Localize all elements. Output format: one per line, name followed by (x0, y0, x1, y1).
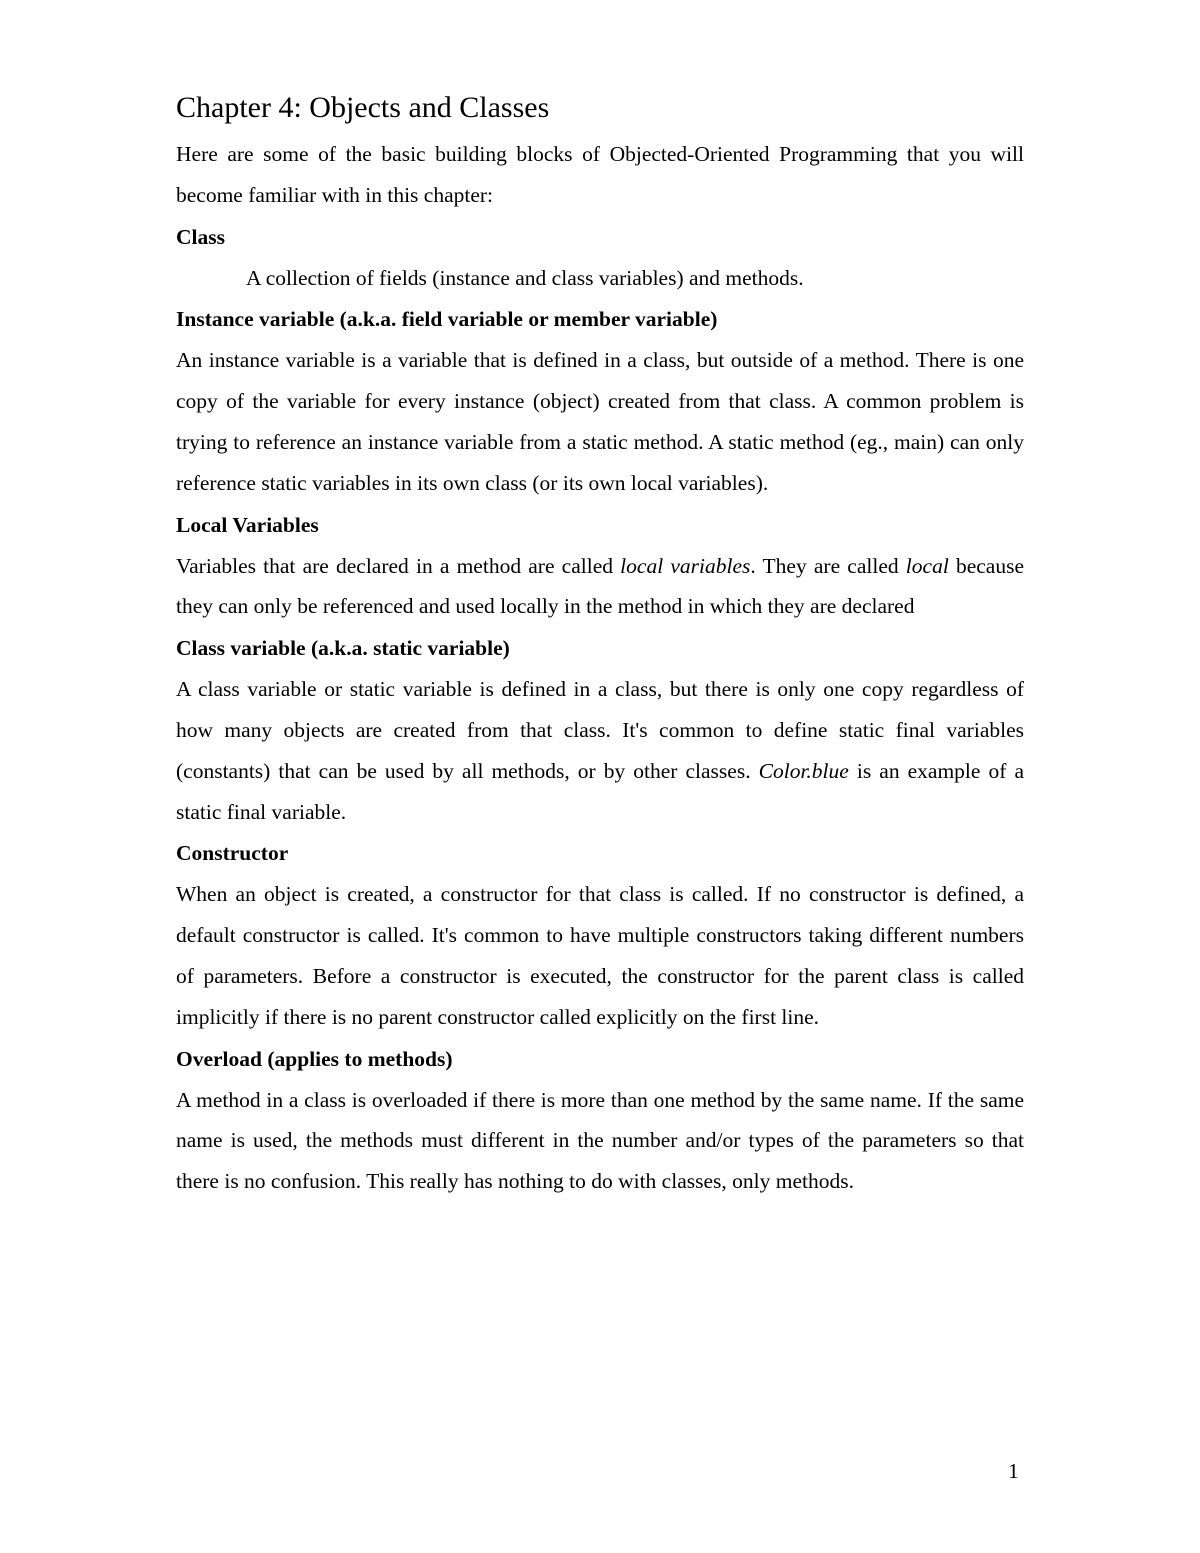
body-text: A class variable or static variable is defined in a class, but there is only one copy regardless of how many objects are created from that class. It's common to define static final variables (constants) that can be used by all methods, or by other classes. (176, 677, 1024, 783)
section-body-local-variables (176, 546, 1024, 628)
section-body-instance-variable: An instance variable is a variable that is defined in a class, but outside of a method. There is one copy of the variable for every instance (object) created from that class. A common problem is trying to reference an instance variable from a static method. A static method (eg., main) can only reference static variables in its own class (or its own local variables). (176, 348, 1024, 495)
section-heading-class: Class (176, 224, 225, 249)
section-body-overload: A method in a class is overloaded if there is more than one method by the same name. If the same name is used, the methods must different in the number and/or types of the parameters so that there is no confusion. This really has nothing to do with classes, only methods. (176, 1087, 1024, 1194)
body-text: Variables that are declared in a method are called (176, 553, 621, 578)
intro-paragraph: Here are some of the basic building blocks of Objected-Oriented Programming that you will become familiar with in this chapter: (176, 142, 1024, 207)
emphasis-text: Color.blue (758, 758, 849, 783)
body-text: . They are called (750, 553, 906, 578)
emphasis-text: local (905, 553, 949, 578)
document-page (176, 86, 1024, 1202)
emphasis-text: local variables (620, 553, 751, 578)
section-heading-constructor: Constructor (176, 841, 289, 866)
body-text: because they can only be referenced and used locally in the method in which they are declared (176, 553, 1025, 619)
section-body-class: A collection of fields (instance and class variables) and methods. (246, 265, 804, 290)
section-heading-class-variable: Class variable (a.k.a. static variable) (176, 636, 510, 661)
page-title: Chapter 4: Objects and Classes (176, 91, 550, 124)
body-text: is an example of a static final variable. (176, 758, 1024, 824)
page-number: 1 (1008, 1459, 1019, 1483)
section-heading-overload: Overload (applies to methods) (176, 1046, 453, 1071)
section-heading-local-variables: Local Variables (176, 512, 319, 537)
section-heading-instance-variable: Instance variable (a.k.a. field variable or member variable) (176, 307, 718, 332)
section-body-constructor: When an object is created, a constructor for that class is called. If no constructor is defined, a default constructor is called. It's common to have multiple constructors taking different numbers of parameters. Before a constructor is executed, the constructor for the parent class is called implicitly if there is no parent constructor called explicitly on the first line. (176, 882, 1024, 1029)
section-body-class-variable (176, 669, 1024, 832)
